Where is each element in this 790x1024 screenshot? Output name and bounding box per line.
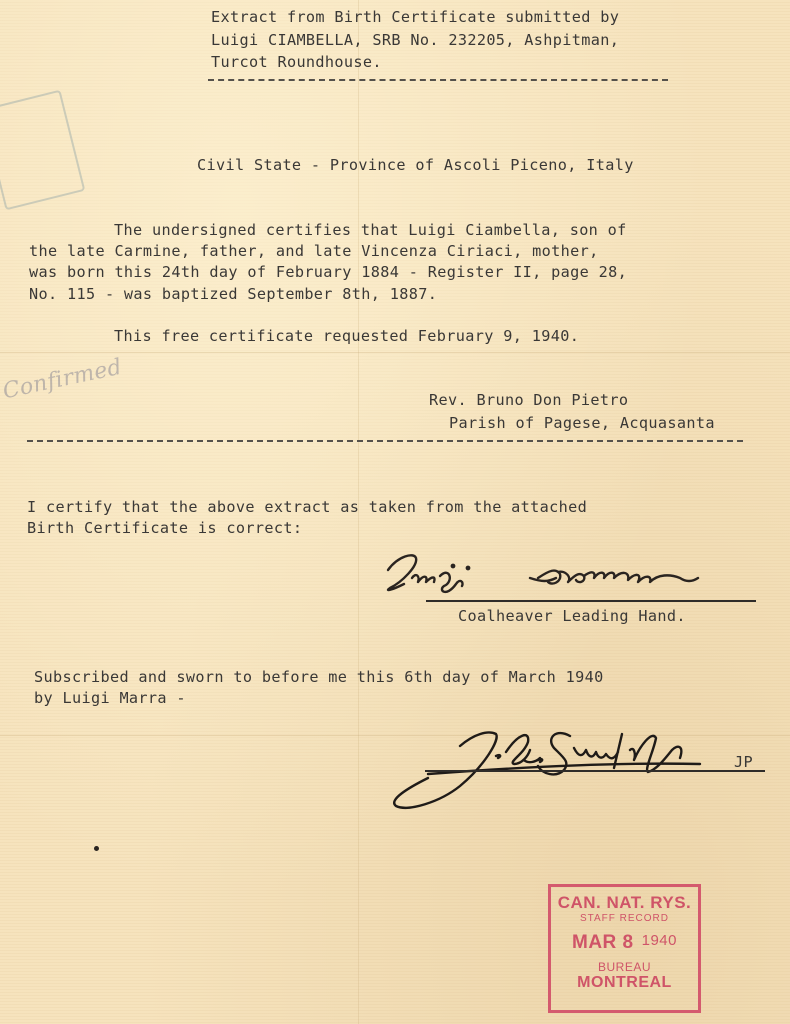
paper-fold-horizontal — [0, 352, 790, 353]
stamp-date — [551, 932, 698, 954]
header-dashed-rule — [208, 79, 668, 81]
certification-line-1: The undersigned certifies that Luigi Ciambella, son of — [114, 221, 627, 239]
faded-corner-stamp — [0, 90, 85, 211]
attestation-line-1: I certify that the above extract as taken from the attached — [27, 498, 588, 516]
stamp-line-2: STAFF RECORD — [579, 913, 670, 924]
issuer-name: Rev. Bruno Don Pietro — [429, 391, 629, 409]
jp-title: JP — [734, 753, 753, 771]
header-line-2: Luigi CIAMBELLA, SRB No. 232205, Ashpitman, — [211, 31, 620, 49]
sworn-line-1: Subscribed and sworn to before me this 6th day of March 1940 — [34, 668, 604, 686]
free-certificate-line: This free certificate requested February 9, 1940. — [114, 327, 580, 345]
signer-signature-line — [426, 600, 756, 602]
header-line-3: Turcot Roundhouse. — [211, 53, 382, 71]
ink-speck — [94, 846, 99, 851]
attestation-line-2: Birth Certificate is correct: — [27, 519, 303, 537]
pencil-margin-note: Confirmed — [0, 354, 125, 405]
stamp-month-day: MAR 8 — [572, 932, 634, 953]
certification-line-4: No. 115 - was baptized September 8th, 1887. — [29, 285, 438, 303]
stamp-line-4: BUREAU — [597, 960, 651, 974]
stamp-line-1: CAN. NAT. RYS. — [557, 893, 692, 912]
jm-smith-signature — [388, 720, 708, 812]
civil-state-heading: Civil State - Province of Ascoli Piceno, Italy — [197, 156, 634, 174]
stamp-year: 1940 — [641, 932, 677, 949]
certification-line-3: was born this 24th day of February 1884 - Register II, page 28, — [29, 263, 628, 281]
sworn-line-2: by Luigi Marra - — [34, 689, 186, 707]
middle-dashed-rule — [27, 440, 743, 442]
luigi-marra-signature — [380, 548, 710, 604]
header-line-1: Extract from Birth Certificate submitted by — [211, 8, 620, 26]
certification-line-2: the late Carmine, father, and late Vincenza Ciriaci, mother, — [29, 242, 599, 260]
signer-title: Coalheaver Leading Hand. — [458, 607, 686, 625]
jp-signature-line — [425, 770, 765, 772]
issuer-parish: Parish of Pagese, Acquasanta — [449, 414, 715, 432]
stamp-line-5: MONTREAL — [577, 974, 672, 991]
received-stamp — [548, 884, 701, 1013]
